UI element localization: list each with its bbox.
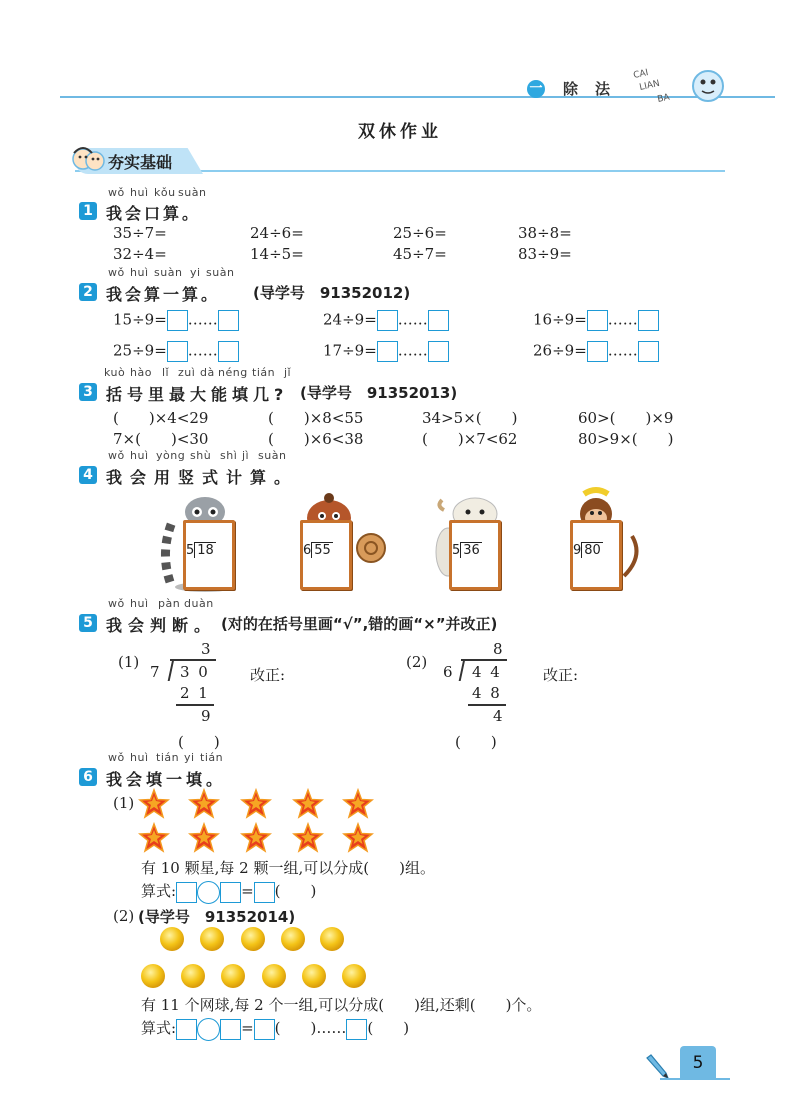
kids-icon xyxy=(70,141,106,177)
dots: …… xyxy=(397,341,428,360)
pinyin-syllable: huì xyxy=(130,266,149,279)
q5-p2-correction-label: 改正: xyxy=(543,666,579,684)
pinyin-syllable: duàn xyxy=(184,597,214,610)
page-title: 双休作业 xyxy=(358,122,442,142)
dots: …… xyxy=(187,310,218,329)
q2-expression: 26÷9= xyxy=(533,341,587,360)
q6-p2-ref: (导学号 91352014) xyxy=(138,908,296,926)
star-icon xyxy=(294,824,322,851)
operator-circle[interactable] xyxy=(197,1018,220,1041)
q3-item: 80>9×( ) xyxy=(578,430,674,448)
division-bracket xyxy=(459,659,465,681)
q2-item-row1-a xyxy=(113,310,239,331)
pinyin-syllable: pàn xyxy=(158,597,181,610)
ball-icon xyxy=(181,964,205,988)
chapter-title-char-1: 除 xyxy=(563,80,581,98)
section-title: 夯实基础 xyxy=(108,153,173,172)
chapter-title-char-2: 法 xyxy=(595,80,613,98)
q4-title: 我会用竖式计算。 xyxy=(106,468,299,487)
pinyin-syllable: suàn xyxy=(178,186,207,199)
q2-expression: 17÷9= xyxy=(323,341,377,360)
q3-number: 3 xyxy=(79,383,97,401)
q5-p1-correction-label: 改正: xyxy=(250,666,286,684)
q3-ref: (导学号 91352013) xyxy=(300,384,458,402)
q1-pinyin xyxy=(108,186,308,200)
q6-p1-text: 有 10 颗星,每 2 颗一组,可以分成( )组。 xyxy=(141,859,435,877)
quotient-box[interactable] xyxy=(377,310,398,331)
q5-p1-remainder: 9 xyxy=(201,707,211,725)
ball-icon xyxy=(320,927,344,951)
q6-title: 我会填一填。 xyxy=(106,770,227,789)
q1-title: 我会口算。 xyxy=(106,204,202,223)
page-number: 5 xyxy=(680,1046,716,1080)
star-icon xyxy=(140,790,168,817)
q5-p1-product: 2 1 xyxy=(180,684,210,702)
logo-text-1: CAI xyxy=(632,68,650,81)
star-icon xyxy=(344,790,372,817)
quotient-box[interactable] xyxy=(587,341,608,362)
pinyin-syllable: yòng xyxy=(156,449,186,462)
q5-p2-remainder: 4 xyxy=(493,707,503,725)
balls-grid xyxy=(140,926,380,992)
dividend: 80 xyxy=(581,542,603,558)
pinyin-syllable: yi xyxy=(184,751,195,764)
dots: …… xyxy=(316,1019,347,1037)
unit-paren[interactable]: ( ) xyxy=(367,1019,410,1037)
pinyin-syllable: kuò xyxy=(104,366,126,379)
card4-problem xyxy=(573,543,603,558)
dots: …… xyxy=(607,310,638,329)
subtraction-line xyxy=(176,704,214,706)
q3-item: ( )×6<38 xyxy=(268,430,364,448)
pinyin-syllable: wǒ xyxy=(108,186,125,199)
quotient-box[interactable] xyxy=(587,310,608,331)
division-bracket xyxy=(168,659,174,681)
ball-icon xyxy=(342,964,366,988)
ball-icon xyxy=(141,964,165,988)
q5-p1-label: (1) xyxy=(118,653,140,671)
logo-text-2: LIAN xyxy=(638,78,661,93)
q2-expression: 16÷9= xyxy=(533,310,587,329)
q2-pinyin xyxy=(108,266,308,280)
equals-sign: = xyxy=(241,882,254,900)
unit-paren[interactable]: ( ) xyxy=(274,882,317,900)
q6-p1-formula xyxy=(141,880,316,904)
q3-item: ( )×7<62 xyxy=(422,430,518,448)
q5-p2-label: (2) xyxy=(406,653,428,671)
q2-expression: 25÷9= xyxy=(113,341,167,360)
remainder-box[interactable] xyxy=(638,341,659,362)
formula-box[interactable] xyxy=(254,882,275,903)
q2-item-row2-c xyxy=(533,341,659,362)
subtraction-line xyxy=(468,704,506,706)
pinyin-syllable: jì xyxy=(242,449,250,462)
q5-p2-judge-paren[interactable]: ( ) xyxy=(455,733,497,751)
q2-expression: 15÷9= xyxy=(113,310,167,329)
pinyin-syllable: shù xyxy=(190,449,212,462)
q6-p2-formula xyxy=(141,1017,409,1041)
divisor: 9 xyxy=(573,543,582,558)
q5-p2-dividend: 4 4 xyxy=(472,663,502,681)
dots: …… xyxy=(187,341,218,360)
q5-number: 5 xyxy=(79,614,97,632)
card2-problem xyxy=(303,543,333,558)
star-icon xyxy=(344,824,372,851)
unit-paren[interactable]: ( ) xyxy=(274,1019,317,1037)
q6-p2-text: 有 11 个网球,每 2 个一组,可以分成( )组,还剩( )个。 xyxy=(141,996,542,1014)
pinyin-syllable: hào xyxy=(130,366,152,379)
divisor: 5 xyxy=(452,543,461,558)
ball-icon xyxy=(241,927,265,951)
q5-p2-divisor: 6 xyxy=(443,663,453,681)
ball-icon xyxy=(262,964,286,988)
stars-grid xyxy=(138,788,378,854)
q5-p1-quotient: 3 xyxy=(201,640,211,658)
q6-pinyin xyxy=(108,751,308,765)
pinyin-syllable: wǒ xyxy=(108,597,125,610)
formula-label: 算式: xyxy=(141,1019,177,1037)
q2-item-row1-b xyxy=(323,310,449,331)
q3-item: ( )×4<29 xyxy=(113,409,209,427)
formula-label: 算式: xyxy=(141,882,177,900)
q1-item: 25÷6= xyxy=(393,224,447,242)
ball-icon xyxy=(200,927,224,951)
q2-item-row2-b xyxy=(323,341,449,362)
star-icon xyxy=(294,790,322,817)
equals-sign: = xyxy=(241,1019,254,1037)
pinyin-syllable: néng xyxy=(218,366,248,379)
q4-pinyin xyxy=(108,449,308,463)
dots: …… xyxy=(607,341,638,360)
q3-item: ( )×8<55 xyxy=(268,409,364,427)
star-icon xyxy=(242,824,270,851)
q5-title: 我会判断。 xyxy=(106,616,217,635)
q3-pinyin xyxy=(104,366,324,380)
q5-pinyin xyxy=(108,597,308,611)
q6-p2-label: (2) xyxy=(113,907,135,925)
pinyin-syllable: wǒ xyxy=(108,751,125,764)
dividend: 36 xyxy=(460,542,482,558)
quotient-box[interactable] xyxy=(167,341,188,362)
divisor: 6 xyxy=(303,543,312,558)
pinyin-syllable: suàn xyxy=(206,266,235,279)
pinyin-syllable: shì xyxy=(220,449,238,462)
pinyin-syllable: wǒ xyxy=(108,449,125,462)
formula-box[interactable] xyxy=(176,882,197,903)
division-bar xyxy=(461,659,507,661)
remainder-box[interactable] xyxy=(428,310,449,331)
pinyin-syllable: tián xyxy=(252,366,276,379)
q5-p2-quotient: 8 xyxy=(493,640,503,658)
q6-p1-label: (1) xyxy=(113,794,135,812)
q5-p2-product: 4 8 xyxy=(472,684,502,702)
pinyin-syllable: wǒ xyxy=(108,266,125,279)
pinyin-syllable: suàn xyxy=(258,449,287,462)
remainder-box[interactable] xyxy=(218,341,239,362)
dividend: 18 xyxy=(194,542,216,558)
ball-icon xyxy=(221,964,245,988)
card3-problem xyxy=(452,543,482,558)
q1-item: 24÷6= xyxy=(250,224,304,242)
q5-p1-divisor: 7 xyxy=(150,663,160,681)
dots: …… xyxy=(397,310,428,329)
pinyin-syllable: zuì xyxy=(178,366,196,379)
divisor: 5 xyxy=(186,543,195,558)
q2-item-row2-a xyxy=(113,341,239,362)
q6-number: 6 xyxy=(79,768,97,786)
q5-note: (对的在括号里画“√”,错的画“×”并改正) xyxy=(221,615,498,633)
star-icon xyxy=(190,790,218,817)
pinyin-syllable: suàn xyxy=(154,266,183,279)
q3-item: 60>( )×9 xyxy=(578,409,674,427)
footer-rule xyxy=(660,1078,730,1080)
pinyin-syllable: huì xyxy=(130,449,149,462)
logo-text-3: BA xyxy=(656,92,671,105)
pinyin-syllable: jǐ xyxy=(284,366,292,379)
operator-circle[interactable] xyxy=(197,881,220,904)
pinyin-syllable: huì xyxy=(130,751,149,764)
pinyin-syllable: dà xyxy=(200,366,215,379)
q1-item: 14÷5= xyxy=(250,245,304,263)
card1-problem xyxy=(186,543,216,558)
remainder-box[interactable] xyxy=(218,310,239,331)
q3-item: 34>5×( ) xyxy=(422,409,518,427)
q1-number: 1 xyxy=(79,202,97,220)
q4-number: 4 xyxy=(79,466,97,484)
q1-item: 35÷7= xyxy=(113,224,167,242)
q1-item: 32÷4= xyxy=(113,245,167,263)
quotient-box[interactable] xyxy=(377,341,398,362)
remainder-box[interactable] xyxy=(428,341,449,362)
quotient-box[interactable] xyxy=(167,310,188,331)
q5-p1-judge-paren[interactable]: ( ) xyxy=(178,733,220,751)
remainder-box[interactable] xyxy=(346,1019,367,1040)
star-icon xyxy=(242,790,270,817)
ball-icon xyxy=(281,927,305,951)
q2-item-row1-c xyxy=(533,310,659,331)
q3-title: 括号里最大能填几? xyxy=(106,385,289,404)
formula-box[interactable] xyxy=(220,1019,241,1040)
q1-item: 45÷7= xyxy=(393,245,447,263)
cailianba-logo xyxy=(628,62,724,108)
pinyin-syllable: tián xyxy=(200,751,224,764)
star-icon xyxy=(190,824,218,851)
formula-box[interactable] xyxy=(254,1019,275,1040)
q3-item: 7×( )<30 xyxy=(113,430,209,448)
q2-number: 2 xyxy=(79,283,97,301)
q2-expression: 24÷9= xyxy=(323,310,377,329)
q2-title: 我会算一算。 xyxy=(106,285,221,304)
pinyin-syllable: huì xyxy=(130,597,149,610)
pinyin-syllable: huì xyxy=(130,186,149,199)
formula-box[interactable] xyxy=(176,1019,197,1040)
chapter-number-badge: 一 xyxy=(527,80,545,98)
pinyin-syllable: lǐ xyxy=(162,366,170,379)
division-bar xyxy=(170,659,216,661)
remainder-box[interactable] xyxy=(638,310,659,331)
pinyin-syllable: kǒu xyxy=(154,186,176,199)
q1-item: 38÷8= xyxy=(518,224,572,242)
q5-p1-dividend: 3 0 xyxy=(180,663,210,681)
pinyin-syllable: tián xyxy=(156,751,180,764)
q2-ref: (导学号 91352012) xyxy=(253,284,411,302)
formula-box[interactable] xyxy=(220,882,241,903)
dividend: 55 xyxy=(311,542,333,558)
ball-icon xyxy=(160,927,184,951)
q1-item: 83÷9= xyxy=(518,245,572,263)
star-icon xyxy=(140,824,168,851)
pinyin-syllable: yi xyxy=(190,266,201,279)
ball-icon xyxy=(302,964,326,988)
